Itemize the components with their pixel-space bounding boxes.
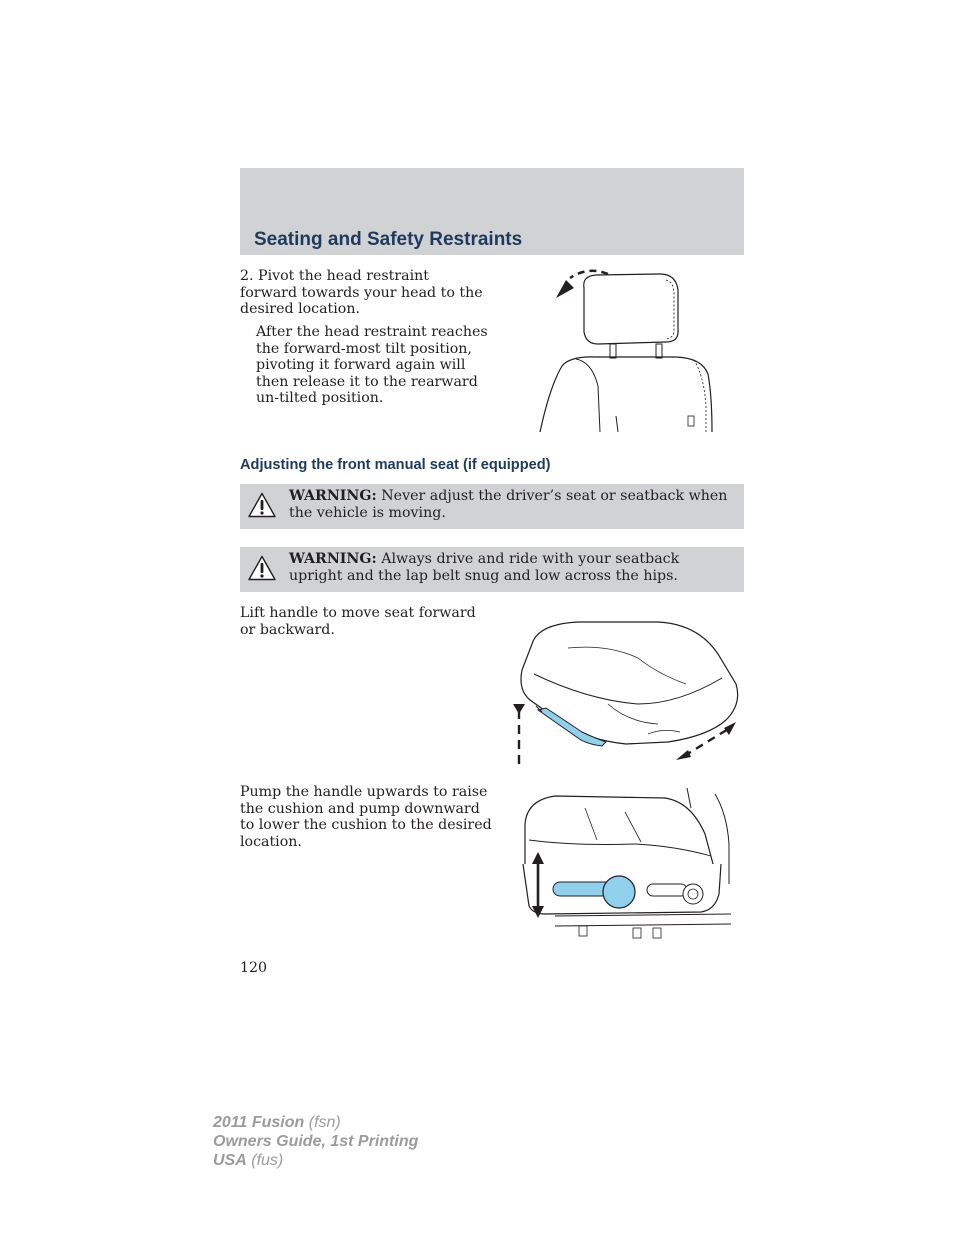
page-number: 120 [240,960,268,976]
footer-line-region: USA (fus) [213,1152,284,1169]
warning-label: WARNING: [289,488,377,504]
warning-message: Always drive and ride with your seatback upright and the lap belt snug and low across the hips. [289,551,680,584]
warning-triangle-icon [248,492,276,518]
warning-label: WARNING: [289,551,377,567]
warning-triangle-icon [248,555,276,581]
document-footer [213,1113,418,1170]
warning-message: Never adjust the driver’s seat or seatback when the vehicle is moving. [289,488,728,521]
seat-slide-instruction: Lift handle to move seat forward or backward. [240,605,476,638]
step-2-note: After the head restraint reaches the forward-most tilt position, pivoting it forward again will then release it to the rearward un-tilted position. [256,324,488,407]
warning-text [289,488,737,521]
seat-height-handle-illustration [515,784,735,949]
seat-height-instruction: Pump the handle upwards to raise the cushion and pump downward to lower the cushion to the desired location. [240,784,492,850]
footer-line-model: 2011 Fusion (fsn) [213,1114,341,1131]
warning-text [289,551,737,584]
seat-track-adjust-illustration [508,614,744,770]
warning-box [240,484,744,529]
step-2-text: 2. Pivot the head restraint forward towards your head to the desired location. [240,268,483,318]
section-header-band [240,168,744,255]
footer-line-guide: Owners Guide, 1st Printing [213,1133,419,1150]
warning-box [240,547,744,592]
section-title: Seating and Safety Restraints [254,229,523,250]
head-restraint-illustration [536,266,714,436]
subsection-heading: Adjusting the front manual seat (if equipped) [240,457,551,473]
